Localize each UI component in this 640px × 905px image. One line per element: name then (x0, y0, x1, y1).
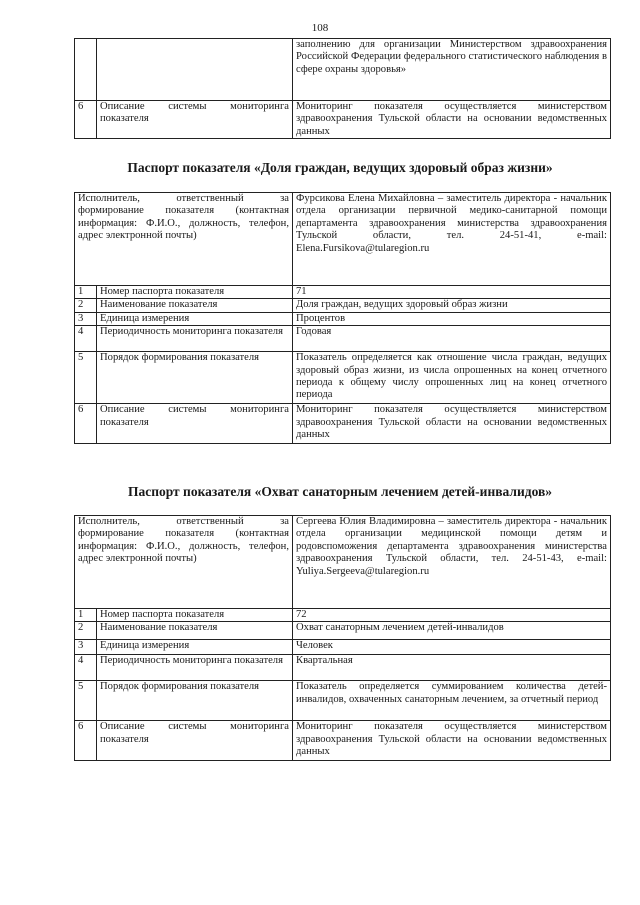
table-row (75, 640, 611, 655)
row-number (75, 39, 97, 101)
row-number: 2 (75, 622, 97, 640)
row-number: 6 (75, 404, 97, 444)
header-row (75, 193, 611, 286)
row-label: Наименование показателя (97, 622, 293, 640)
row-label: Порядок формирования показателя (97, 681, 293, 721)
table-row (75, 609, 611, 622)
executor-value: Фурсикова Елена Михайловна – заместитель директора - начальник отдела организации первичной медико-санитарной помощи департамента здравоохранения министерства здравоохранения Тульской области, тел. 24-51-41, e-mail: Elena.Fursikova@tularegion.ru (293, 193, 611, 286)
row-value: 72 (293, 609, 611, 622)
table-row (75, 39, 611, 101)
passport-1-title: Паспорт показателя «Доля граждан, ведущих здоровый образ жизни» (127, 160, 553, 175)
row-label (97, 39, 293, 101)
row-value: Показатель определяется суммированием количества детей-инвалидов, охваченных санаторным лечением, за отчетный период (293, 681, 611, 721)
page-number: 108 (311, 22, 329, 34)
row-number: 5 (75, 352, 97, 404)
row-label: Наименование показателя (97, 299, 293, 312)
table-row (75, 299, 611, 312)
row-value: Мониторинг показателя осуществляется министерством здравоохранения Тульской области на основании ведомственных данных (293, 721, 611, 761)
row-label: Порядок формирования показателя (97, 352, 293, 404)
row-label: Периодичность мониторинга показателя (97, 326, 293, 352)
executor-value: Сергеева Юлия Владимировна – заместитель директора - начальник отдела организации медицинской помощи детям и родовспоможения департамента здравоохранения министерства здравоохранения Тульской области, тел. 24-51-43, e-mail: Yuliya.Sergeeva@tularegion.ru (293, 516, 611, 609)
row-label: Периодичность мониторинга показателя (97, 655, 293, 681)
row-label: Описание системы мониторинга показателя (97, 721, 293, 761)
table-row (75, 622, 611, 640)
row-value: Человек (293, 640, 611, 655)
row-number: 1 (75, 286, 97, 299)
table-row (75, 286, 611, 299)
table-row (75, 352, 611, 404)
row-number: 4 (75, 655, 97, 681)
passport-1-table (74, 192, 611, 444)
row-value: Квартальная (293, 655, 611, 681)
row-value: 71 (293, 286, 611, 299)
row-number: 2 (75, 299, 97, 312)
executor-label: Исполнитель, ответственный за формирование показателя (контактная информация: Ф.И.О., должность, телефон, адрес электронной почты) (75, 193, 293, 286)
header-row (75, 516, 611, 609)
row-value: Мониторинг показателя осуществляется министерством здравоохранения Тульской области на основании ведомственных данных (293, 404, 611, 444)
table-row (75, 655, 611, 681)
passport-2-table (74, 515, 611, 761)
row-value: Показатель определяется как отношение числа граждан, ведущих здоровый образ жизни, из числа опрошенных на конец отчетного периода к общему числу опрошенных лиц на конец отчетного периода (293, 352, 611, 404)
row-number: 1 (75, 609, 97, 622)
table-row (75, 404, 611, 444)
row-value: Мониторинг показателя осуществляется министерством здравоохранения Тульской области на основании ведомственных данных (293, 101, 611, 139)
passport-2-title: Паспорт показателя «Охват санаторным лечением детей-инвалидов» (127, 484, 553, 499)
row-value: Процентов (293, 312, 611, 325)
table-row (75, 681, 611, 721)
executor-label: Исполнитель, ответственный за формирование показателя (контактная информация: Ф.И.О., должность, телефон, адрес электронной почты) (75, 516, 293, 609)
table-row (75, 326, 611, 352)
row-value: Годовая (293, 326, 611, 352)
row-number: 6 (75, 101, 97, 139)
row-value: Доля граждан, ведущих здоровый образ жизни (293, 299, 611, 312)
row-number: 5 (75, 681, 97, 721)
row-label: Номер паспорта показателя (97, 286, 293, 299)
row-label: Номер паспорта показателя (97, 609, 293, 622)
continuation-table (74, 38, 611, 139)
row-label: Единица измерения (97, 312, 293, 325)
row-number: 3 (75, 640, 97, 655)
row-label: Описание системы мониторинга показателя (97, 404, 293, 444)
row-number: 6 (75, 721, 97, 761)
row-number: 4 (75, 326, 97, 352)
table-row (75, 721, 611, 761)
row-label: Единица измерения (97, 640, 293, 655)
table-row (75, 101, 611, 139)
row-label: Описание системы мониторинга показателя (97, 101, 293, 139)
table-row (75, 312, 611, 325)
row-number: 3 (75, 312, 97, 325)
row-value: Охват санаторным лечением детей-инвалидов (293, 622, 611, 640)
row-value: заполнению для организации Министерством здравоохранения Российской Федерации федерального статистического наблюдения в сфере охраны здоровья» (293, 39, 611, 101)
